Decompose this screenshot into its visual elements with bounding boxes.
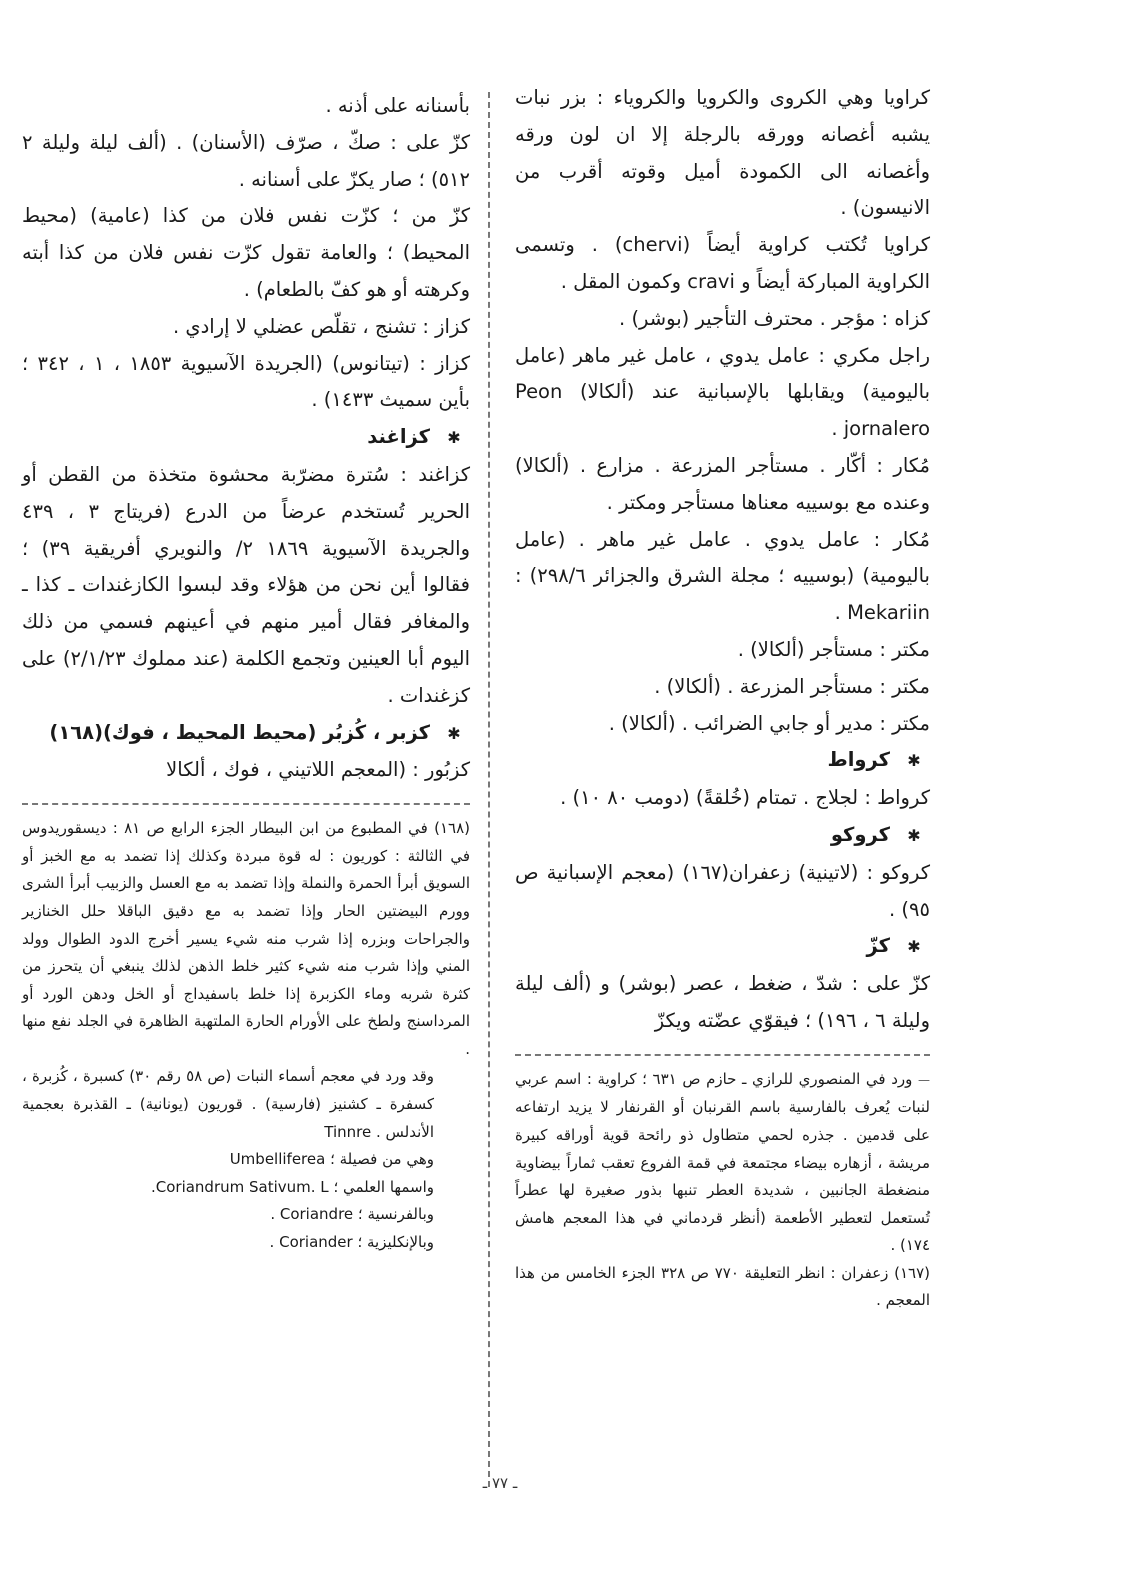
entry-karawiya-2: كراويا تُكتب كراوية أيضاً (chervi) . وتسمى الكراوية المباركة أيضاً و cravi وكمون المقل .	[515, 233, 930, 293]
footnote-167: (١٦٧) زعفران : انظر التعليقة ٧٧٠ ص ٣٢٨ الجزء الخامس من هذا المعجم .	[515, 1263, 930, 1310]
footnote-scientific: واسمها العلمي ؛ Coriandrum Sativum. L.	[150, 1177, 434, 1196]
footnote-family: وهي من فصيلة ؛ Umbelliferea	[229, 1150, 434, 1169]
entry-muktar: مكتر : مستأجر (ألكالا) .	[737, 637, 930, 661]
footnote-divider	[22, 803, 470, 805]
entry-muktar-2: مكتر : مستأجر المزرعة . (ألكالا) .	[654, 674, 930, 698]
entry-muktar-3: مكتر : مدير أو جابي الضرائب . (ألكالا) .	[608, 711, 930, 735]
asterisk-icon: ✱	[907, 825, 921, 845]
heading-kroko: ✱كروكو	[515, 817, 930, 855]
entry-mukar: مُكار : أكّار . مستأجر المزرعة . مزارع . (ألكالا) وعنده مع بوسييه معناها مستأجر ومكتر .	[515, 453, 930, 514]
footnote-168: (١٦٨) في المطبوع من ابن البيطار الجزء الرابع ص ٨١ : ديسقوريدوس في الثالثة : كوريون : له قوة مبردة وكذلك إذا تضمد به مع الخبز أو السويق أبرأ الحمرة والنملة وإذا تضمد به مع العسل والزبيب أبرأ الشرى وورم البيضتين الحار وإذا تضمد به مع دقيق الباقلا حلل الخنازير والجراحات وبزره إذا شرب منه شيء يسير أخرج الدود الطوال وولد المني وإذا شرب منه شيء كثير خلط الذهن لذلك ينبغي أن يتحرز من كثرة شربه وماء الكزبرة إذا خلط باسفيداج أو الخل ودهن الورد أو المرداسنج ولطخ على الأورام الحارة الملتهبة الظاهرة في الجلد نفع منها .	[22, 819, 470, 1058]
footnote-168-cont: وقد ورد في معجم أسماء النبات (ص ٥٨ رقم ٣٠) كسبرة ، كُزبرة ، كسفرة ـ كشنيز (فارسية) . قوريون (يونانية) ـ القذبرة بعجمية الأندلس . Tinnre	[22, 1067, 434, 1141]
entry-mukar-2: مُكار : عامل يدوي . عامل غير ماهر . (عامل باليومية) (بوسييه ؛ مجلة الشرق والجزائر ٢٩٨/٦) : Mekariin .	[515, 527, 930, 625]
heading-krawat: ✱كرواط	[515, 742, 930, 780]
footnote-english: وبالإنكليزية ؛ Coriander .	[269, 1233, 434, 1252]
asterisk-icon: ✱	[907, 937, 921, 957]
entry-rajil-mukri: راجل مكري : عامل يدوي ، عامل غير ماهر (عامل باليومية) ويقابلها بالإسبانية عند (ألكالا) Peon jornalero .	[515, 343, 930, 441]
asterisk-icon: ✱	[447, 723, 461, 743]
entry-kuzaz-2: كزاز : (تيتانوس) (الجريدة الآسيوية ١٨٥٣ ، ١ ، ٣٤٢ ؛ بأين سميث ١٤٣٣) .	[22, 351, 470, 412]
entry-continuation: بأسنانه على أذنه .	[325, 94, 470, 117]
entry-kazz: كزّ على : شدّ ، ضغط ، عصر (بوشر) و (ألف ليلة وليلة ٦ ، ١٩٦) ؛ فيقوّي عضّته ويكزّ	[515, 972, 930, 1032]
asterisk-icon: ✱	[907, 751, 921, 771]
footnote-french: وبالفرنسية ؛ Coriandre .	[270, 1205, 434, 1224]
entry-kazz-ala: كزّ على : صكّ ، صرّف (الأسنان) . (ألف ليلة وليلة ٢ ٥١٢) ؛ صار يكزّ على أسنانه .	[22, 130, 470, 191]
asterisk-icon: ✱	[447, 428, 461, 448]
entry-kuzaz: كزاز : تشنج ، تقلّص عضلي لا إرادي .	[172, 314, 470, 338]
page-number: ـ ٧٧ ـ	[482, 1474, 518, 1492]
heading-kazaghand: ✱كزاغند	[22, 419, 470, 457]
column-divider	[488, 92, 490, 1487]
entry-krawat: كرواط : لجلاج . تمتام (خُلقةً) (دومب ٨٠ ١٠) .	[560, 786, 930, 810]
entry-kazz-min: كزّ من ؛ كزّت نفس فلان من كذا (عامية) (محيط المحيط) ؛ والعامة تقول كزّت نفس فلان من كذا أبته وكرهته أو هو كفّ بالطعام) .	[22, 204, 470, 301]
heading-kazz: ✱كزّ	[515, 928, 930, 966]
footnote-continuation: — ورد في المنصوري للرازي ـ حازم ص ٦٣١ ؛ كراوية : اسم عربي لنبات يُعرف بالفارسية باسم القرنبان أو القرنفار لا يزيد ارتفاعه على قدمين . جذره لحمي متطاول ذو رائحة قوية أوراقه كبيرة مريشة ، أزهاره بيضاء مجتمعة في قمة الفروع تعقب ثماراً بيضاوية منضغطة الجانبين ، شديدة العطر تنبها بذور صغيرة لها عطراً تُستعمل لتعطير الأطعمة (أنظر قردماني في هذا المعجم هامش ١٧٤) .	[515, 1069, 930, 1255]
right-column	[515, 80, 930, 1315]
entry-kuzbur: كزبُور : (المعجم اللاتيني ، فوك ، ألكالا	[166, 758, 470, 782]
entry-kazaghand: كزاغند : سُترة مضرّبة محشوة متخذة من القطن أو الحرير تُستخدم عرضاً من الدرع (فريتاج ٣ ، ٤٣٩ والجريدة الآسيوية ١٨٦٩ ٢/ والنويري أفريقية ٣٩) ؛ فقالوا أين نحن من هؤلاء وقد لبسوا الكازغندات ـ كذا ـ والمغافر فقال أمير منهم في أعينهم فسمي من ذلك اليوم أبا العينين وتجمع الكلمة (عند مملوك ٢/١/٢٣) على كزغندات .	[22, 462, 470, 707]
entry-karawiya: كراويا وهي الكروى والكرويا والكروياء : بزر نبات يشبه أغصانه وورقه بالرجلة إلا ان لون ورقه وأغصانه الى الكمودة أميل وقوته أقرب من الانيسون) .	[515, 86, 930, 220]
entry-kazah: كزاه : مؤجر . محترف التأجير (بوشر) .	[619, 306, 930, 330]
footnote-divider	[515, 1054, 930, 1056]
left-column	[22, 88, 470, 1257]
heading-kuzbur: ✱كزبر ، كُزبُر (محيط المحيط ، فوك)(١٦٨)	[22, 715, 470, 753]
entry-kroko: كروكو : (لاتينية) زعفران(١٦٧) (معجم الإسبانية ص ٩٥) .	[515, 860, 930, 921]
